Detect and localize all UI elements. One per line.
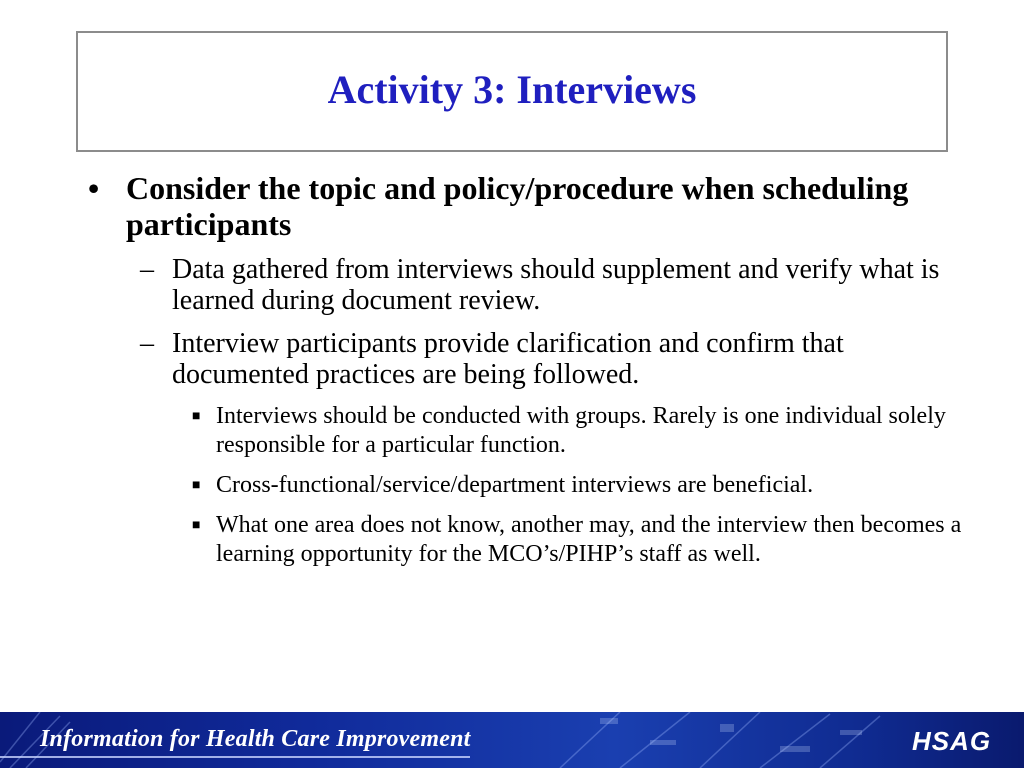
bullet-text: Cross-functional/service/department interviews are beneficial. (216, 472, 814, 498)
bullet-dot-icon: • (88, 170, 100, 206)
bullet-text: What one area does not know, another may, and the interview then becomes a learning opportunity for the MCO’s/PIHP’s staff as well. (216, 512, 962, 567)
square-bullet-icon: ■ (192, 518, 201, 533)
bullet-text: Interviews should be conducted with groups. Rarely is one individual solely responsible for a particular function. (216, 403, 946, 458)
bullet-text: Data gathered from interviews should supplement and verify what is learned during document review. (172, 254, 940, 316)
bullet-level-1 (80, 170, 970, 242)
bullet-level-2 (140, 328, 970, 390)
bullet-level-3 (192, 471, 970, 500)
bullet-level-2 (140, 254, 970, 316)
dash-bullet-icon: – (140, 254, 154, 285)
square-bullet-icon: ■ (192, 409, 201, 424)
tagline-underline (0, 756, 470, 758)
dash-bullet-icon: – (140, 328, 154, 359)
bullet-text: Interview participants provide clarification and confirm that documented practices are being followed. (172, 328, 844, 390)
title-box (76, 31, 948, 152)
slide-content (80, 170, 970, 580)
footer-tagline: Information for Health Care Improvement (40, 726, 471, 752)
footer-banner (0, 712, 1024, 768)
hsag-logo: HSAG (912, 726, 992, 756)
bullet-level-3 (192, 511, 970, 569)
bullet-text: Consider the topic and policy/procedure when scheduling participants (126, 170, 909, 242)
bullet-level-3 (192, 402, 970, 460)
slide-title: Activity 3: Interviews (327, 67, 697, 112)
square-bullet-icon: ■ (192, 478, 201, 493)
